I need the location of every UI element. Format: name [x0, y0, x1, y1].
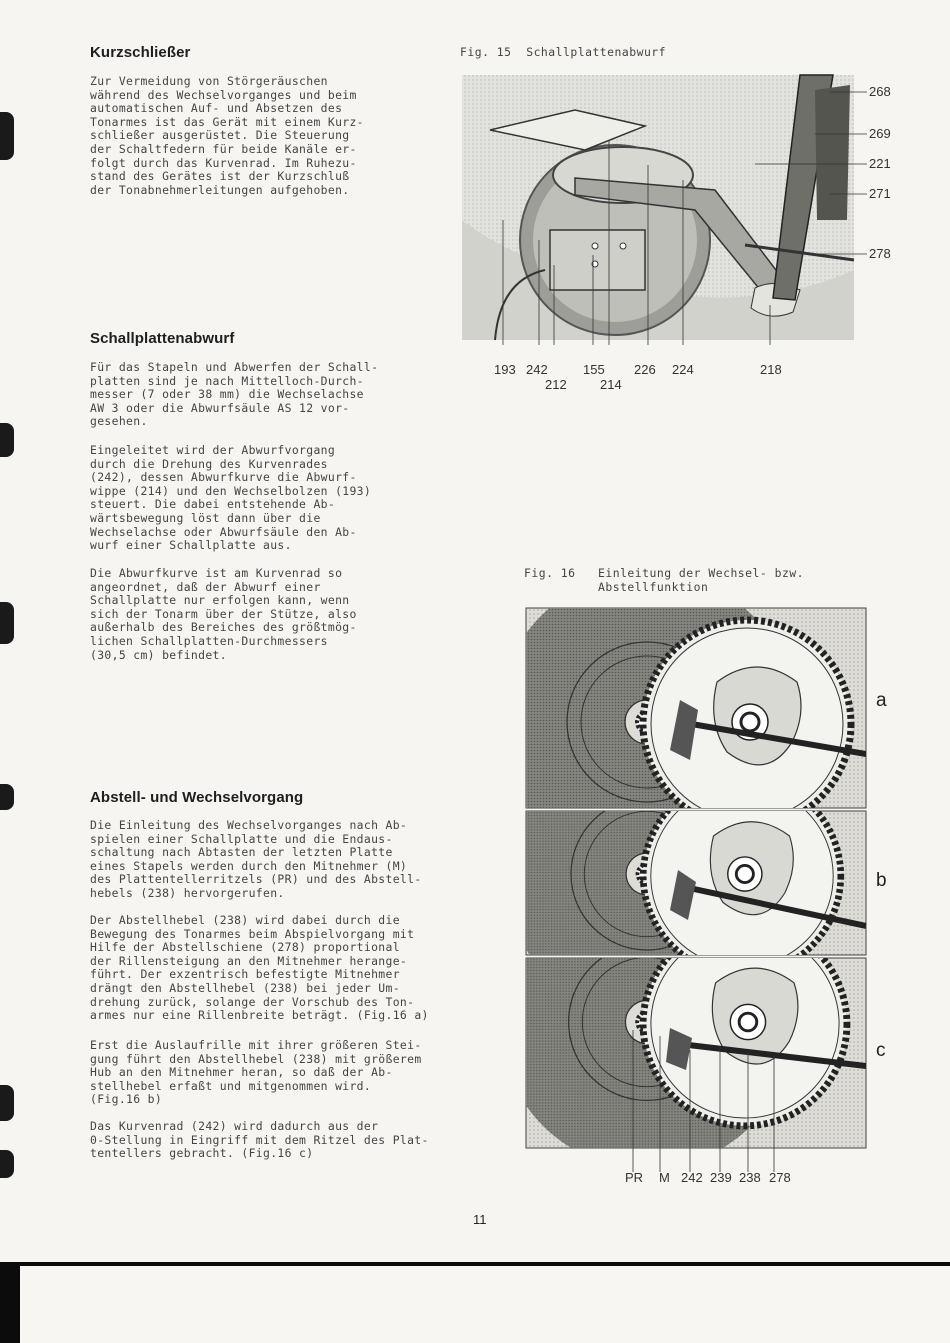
fig16-label-278: 278: [769, 1170, 791, 1185]
paragraph-abwurf-1: Für das Stapeln und Abwerfen der Schall- platten sind je nach Mittelloch-Durch- messer (7 oder 38 mm) die Wechselachse AW 3 oder die Abwurfsäule AS 12 vor- gesehen.: [90, 360, 379, 429]
binder-mark: [0, 602, 14, 644]
fig15-label-242: 242: [526, 362, 548, 377]
fig15-label-224: 224: [672, 362, 694, 377]
fig15-label-271: 271: [869, 186, 891, 201]
fig15-label-268: 268: [869, 84, 891, 99]
fig15-label-193: 193: [494, 362, 516, 377]
heading-kurzschliesser: Kurzschließer: [90, 44, 191, 61]
page-number: 11: [473, 1212, 487, 1227]
fig16-caption-text: Einleitung der Wechsel- bzw. Abstellfunktion: [598, 566, 805, 594]
fig16-panel-label-c: c: [876, 1040, 886, 1061]
paragraph-kurzschliesser: Zur Vermeidung von Störgeräuschen während des Wechselvorganges und beim automatischen Auf- und Absetzen des Tonarmes ist das Gerät mit einem Kurz- schließer ausgerüstet. Die Steuerung der Schaltfedern für beide Kanäle er- folgt durch das Kurvenrad. Im Ruhezu- stand des Gerätes ist der Kurzschluß der Tonabnehmerleitungen aufgehoben.: [90, 74, 364, 197]
fig15-label-218: 218: [760, 362, 782, 377]
paragraph-abstell-4: Das Kurvenrad (242) wird dadurch aus der 0-Stellung in Eingriff mit dem Ritzel des Plat- tentellers gebracht. (Fig.16 c): [90, 1119, 429, 1161]
fig15-label-155: 155: [583, 362, 605, 377]
scan-bottom-edge: [0, 1262, 950, 1343]
fig16-label-238: 238: [739, 1170, 761, 1185]
fig15-label-212: 212: [545, 377, 567, 392]
fig15-label-214: 214: [600, 377, 622, 392]
fig15-label-269: 269: [869, 126, 891, 141]
heading-schallplattenabwurf: Schallplattenabwurf: [90, 330, 235, 347]
fig15-label-221: 221: [869, 156, 891, 171]
paragraph-abstell-2: Der Abstellhebel (238) wird dabei durch die Bewegung des Tonarmes beim Abspielvorgang mit Hilfe der Abstellschiene (278) proportional der Rillensteigung an den Mitnehmer herange- führt. Der exzentrisch befestigte Mitnehmer drängt den Abstellhebel (238) bei jeder Um- drehung zurück, solange der Vorschub des Ton- armes nur eine Rillenbreite beträgt. (Fig.16 a): [90, 913, 429, 1023]
fig16-label-239: 239: [710, 1170, 732, 1185]
paragraph-abwurf-2: Eingeleitet wird der Abwurfvorgang durch die Drehung des Kurvenrades (242), dessen Abwurfkurve die Abwurf- wippe (214) und den Wechselbolzen (193) steuert. Die dabei entstehende Ab- wärtsbewegung löst dann über die Wechselachse oder Abwurfsäule den Ab- wurf einer Schallplatte aus.: [90, 443, 372, 553]
fig15-caption: Fig. 15 Schallplattenabwurf: [460, 45, 667, 59]
paragraph-abwurf-3: Die Abwurfkurve ist am Kurvenrad so angeordnet, daß der Abwurf einer Schallplatte nur erfolgen kann, wenn sich der Tonarm über der Stütze, also außerhalb des Bereiches des größtmög- lichen Schallplatten-Durchmessers (30,5 cm) befindet.: [90, 566, 357, 662]
fig16-diagram: [520, 600, 880, 1200]
fig16-label-pr: PR: [625, 1170, 644, 1185]
binder-mark: [0, 423, 14, 457]
fig16-panel-label-a: a: [876, 690, 887, 711]
fig16-label-242: 242: [681, 1170, 703, 1185]
heading-abstell-wechselvorgang: Abstell- und Wechselvorgang: [90, 789, 304, 806]
fig16-caption-prefix: Fig. 16: [524, 566, 576, 580]
paragraph-abstell-3: Erst die Auslaufrille mit ihrer größeren Stei- gung führt den Abstellhebel (238) mit größerem Hub an den Mitnehmer heran, so daß der Ab- stellhebel erfaßt und mitgenommen wird. (Fig.16 b): [90, 1038, 422, 1107]
binder-mark: [0, 112, 14, 160]
fig16-label-m: M: [659, 1170, 670, 1185]
paragraph-abstell-1: Die Einleitung des Wechselvorganges nach Ab- spielen einer Schallplatte und die Endaus- schaltung nach Abtasten der letzten Platte eines Stapels werden durch den Mitnehmer (M) des Plattentellerritzels (PR) und des Abstell- hebels (238) hervorgerufen.: [90, 818, 422, 900]
binder-mark: [0, 784, 14, 810]
fig15-label-226: 226: [634, 362, 656, 377]
fig15-mechanism-photo: [455, 70, 895, 345]
binder-mark: [0, 1150, 14, 1178]
binder-mark: [0, 1085, 14, 1121]
fig15-label-278: 278: [869, 246, 891, 261]
fig16-panel-label-b: b: [876, 870, 887, 891]
